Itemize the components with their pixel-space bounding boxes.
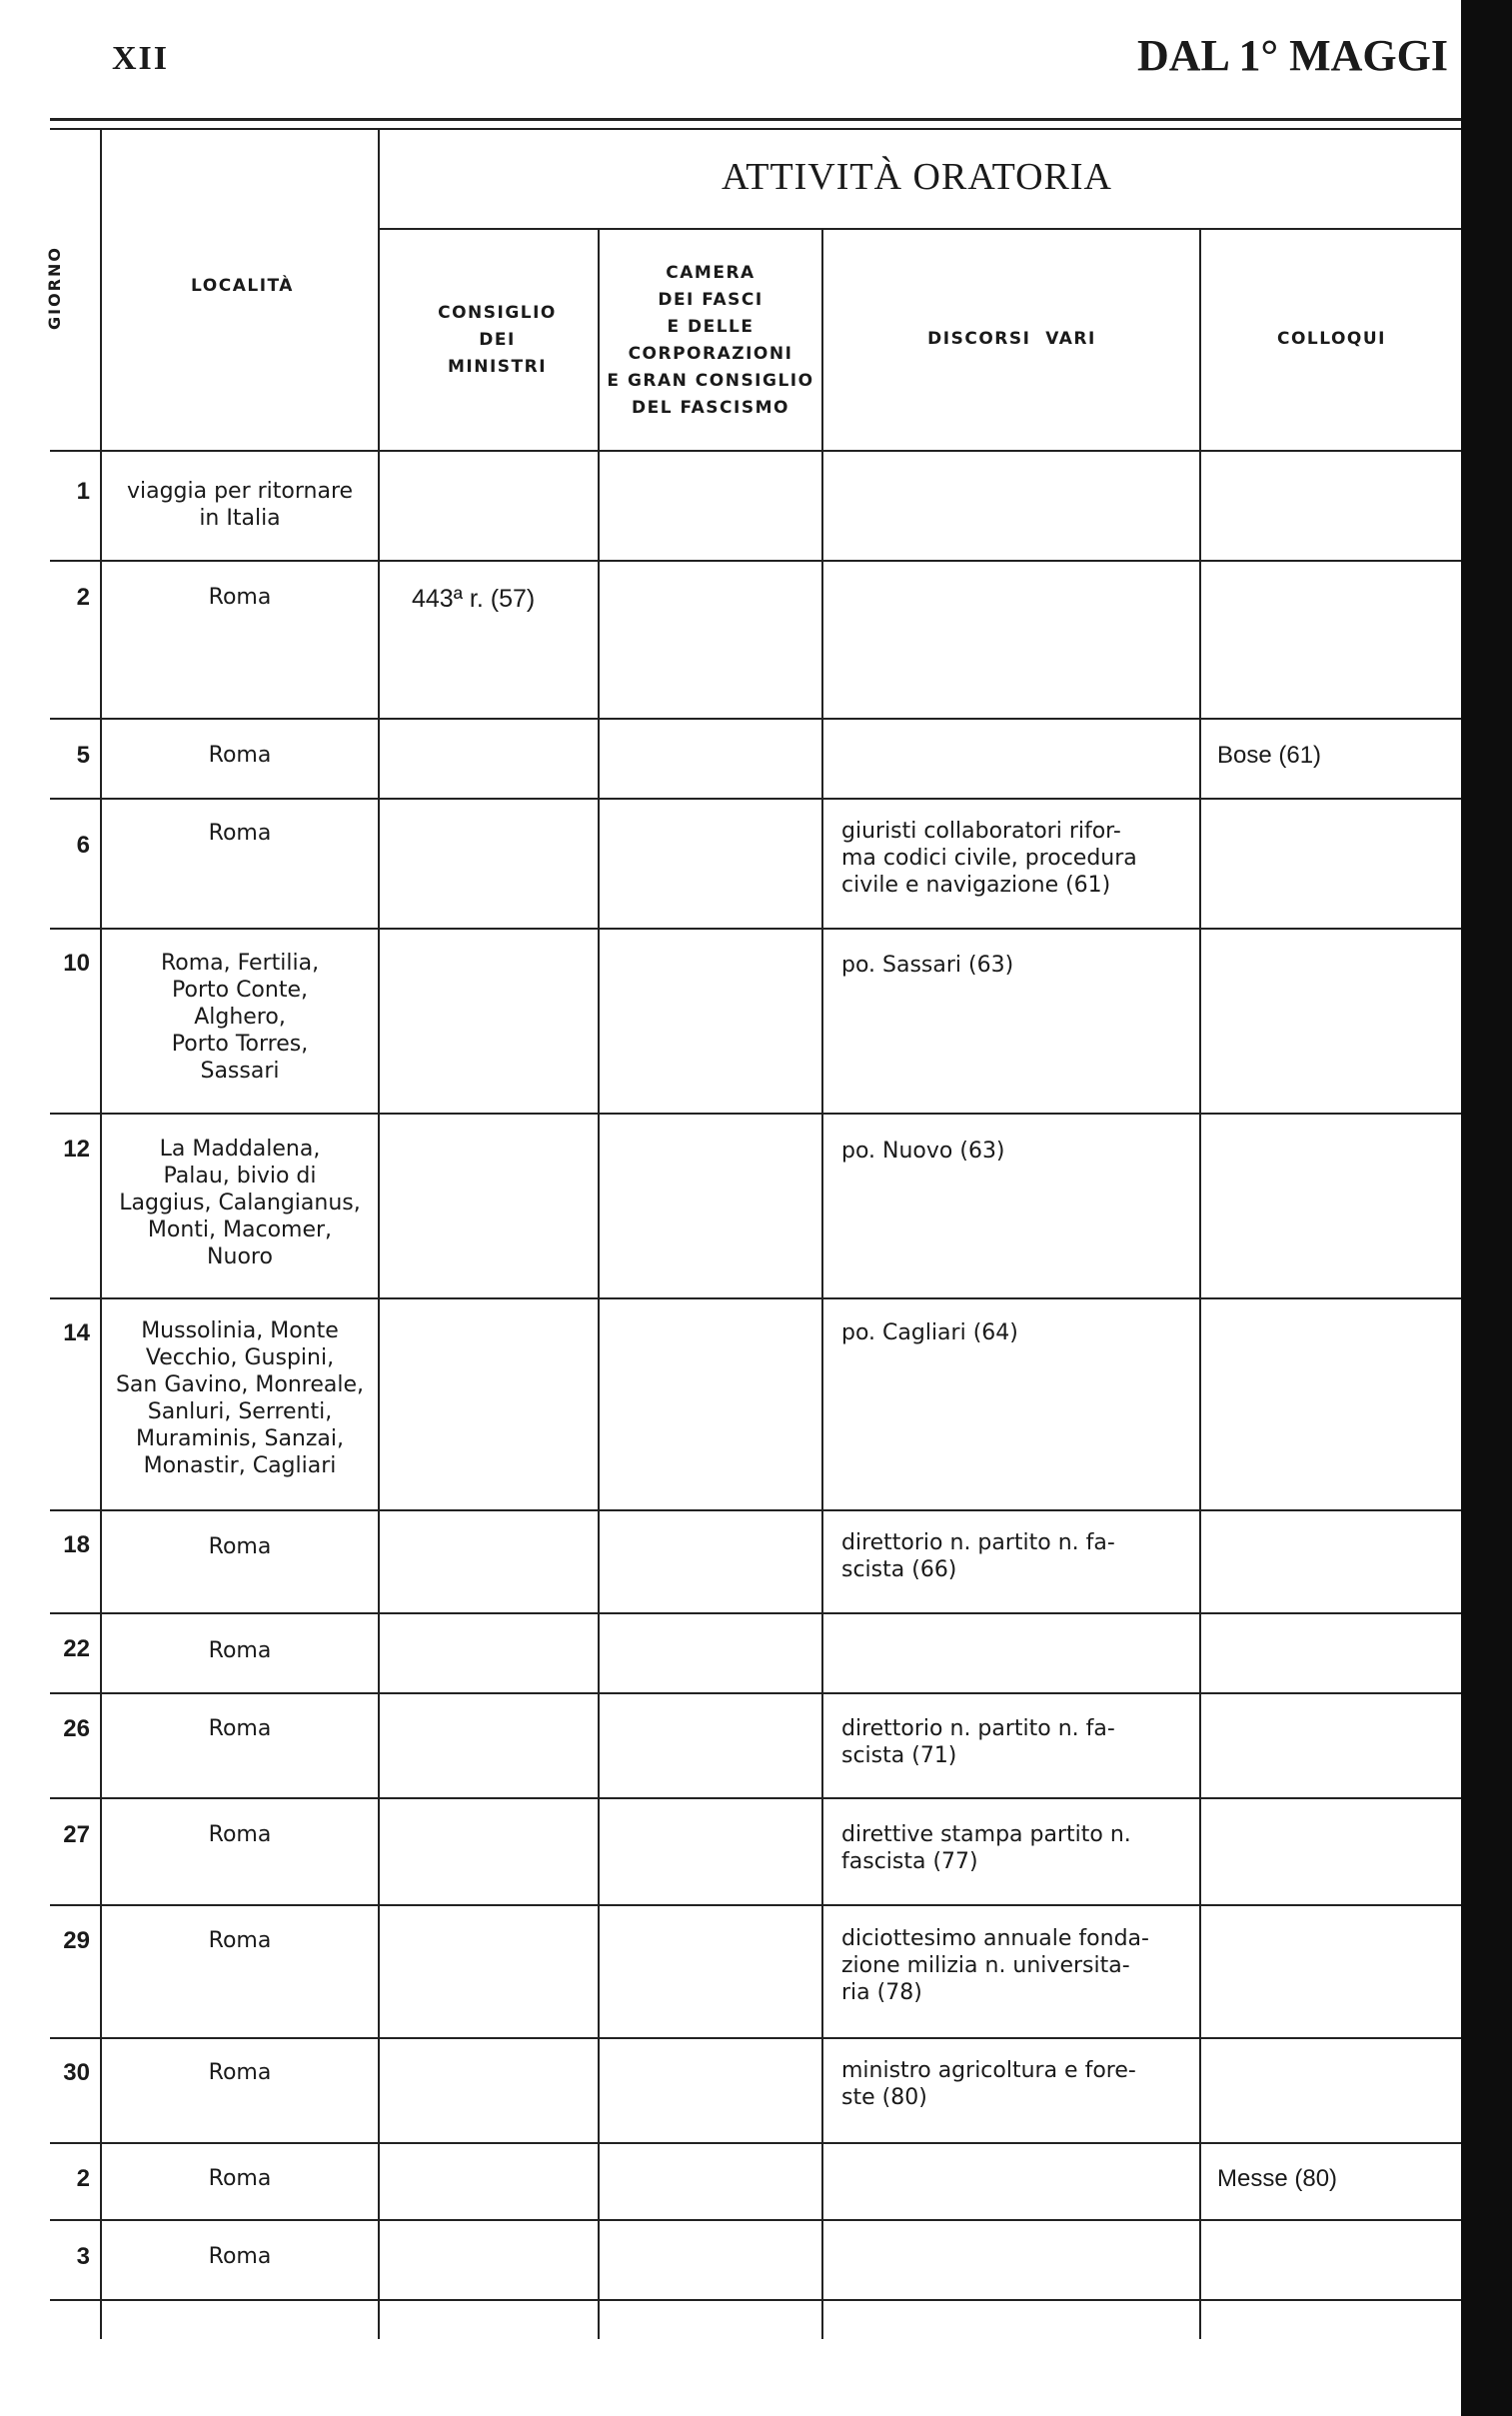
row-rule	[50, 1113, 1461, 1115]
top-rule	[50, 118, 1461, 121]
cell-discorsi: giuristi collaboratori rifor- ma codici civile, procedura civile e navigazione (61)	[841, 819, 1137, 898]
row-rule	[50, 2142, 1461, 2144]
cell-giorno: 2	[76, 584, 90, 611]
col-line-discorsi	[1199, 230, 1201, 2339]
attivita-oratoria-title: ATTIVITÀ ORATORIA	[722, 156, 1112, 198]
cell-giorno: 2	[76, 2165, 90, 2192]
cell-giorno: 14	[63, 1319, 90, 1346]
cell-giorno: 26	[63, 1715, 90, 1742]
cell-localita: Roma	[208, 821, 272, 846]
cell-giorno: 12	[63, 1136, 90, 1163]
cell-localita: Roma	[208, 743, 272, 768]
cell-localita: Roma	[208, 2060, 272, 2085]
cell-giorno: 30	[63, 2059, 90, 2086]
cell-localita: Roma	[208, 1928, 272, 1953]
cell-localita: Roma	[208, 2166, 272, 2191]
row-rule	[50, 718, 1461, 720]
group-header-rule	[378, 228, 1461, 230]
cell-colloqui: Messe (80)	[1217, 2165, 1338, 2192]
cell-giorno: 22	[63, 1635, 90, 1662]
cell-localita: Roma	[208, 585, 272, 610]
row-rule	[50, 928, 1461, 930]
header-camera: CAMERA DEI FASCI E DELLE CORPORAZIONI E GRAN CONSIGLIO DEL FASCISMO	[607, 263, 814, 418]
header-localita: LOCALITÀ	[191, 276, 294, 296]
row-rule	[50, 1297, 1461, 1299]
header-consiglio: CONSIGLIO DEI MINISTRI	[438, 303, 557, 377]
cell-discorsi: direttive stampa partito n. fascista (77)	[841, 1822, 1131, 1874]
cell-localita: viaggia per ritornare in Italia	[126, 479, 354, 531]
row-rule	[50, 1612, 1461, 1614]
cell-discorsi: direttorio n. partito n. fa- scista (66)	[841, 1530, 1115, 1582]
cell-localita: Mussolinia, Monte Vecchio, Guspini, San Gavino, Monreale, Sanluri, Serrenti, Muraminis, Sanzai, Monastir, Cagliari	[115, 1318, 365, 1478]
top-rule-second	[50, 128, 1461, 130]
cell-giorno: 27	[63, 1821, 90, 1848]
cell-giorno: 5	[76, 742, 90, 769]
table-bottom-rule	[50, 2299, 1461, 2301]
cell-localita: La Maddalena, Palau, bivio di Laggius, Calangianus, Monti, Macomer, Nuoro	[119, 1137, 361, 1269]
cell-consiglio: 443ª r. (57)	[412, 585, 536, 613]
cell-discorsi: direttorio n. partito n. fa- scista (71)	[841, 1716, 1115, 1768]
cell-localita: Roma	[208, 2244, 272, 2269]
col-line-consiglio	[598, 230, 600, 2339]
cell-colloqui: Bose (61)	[1217, 742, 1322, 769]
cell-giorno: 18	[63, 1531, 90, 1558]
header-discorsi: DISCORSI VARI	[927, 329, 1096, 349]
cell-localita: Roma	[208, 1638, 272, 1663]
cell-giorno: 29	[63, 1927, 90, 1954]
row-rule	[50, 1509, 1461, 1511]
header-bottom-rule	[50, 450, 1461, 452]
cell-giorno: 10	[63, 950, 90, 977]
cell-discorsi: po. Cagliari (64)	[841, 1320, 1018, 1345]
page-number: XII	[112, 40, 170, 77]
cell-discorsi: po. Sassari (63)	[841, 953, 1014, 978]
binding-spine	[1461, 0, 1512, 2416]
col-line-localita	[378, 130, 380, 2339]
row-rule	[50, 1797, 1461, 1799]
header-colloqui: COLLOQUI	[1276, 329, 1387, 349]
cell-discorsi: po. Nuovo (63)	[841, 1139, 1005, 1164]
cell-giorno: 3	[76, 2243, 90, 2270]
row-rule	[50, 1692, 1461, 1694]
row-rule	[50, 2219, 1461, 2221]
running-head: DAL 1° MAGGI	[1137, 31, 1448, 80]
row-rule	[50, 798, 1461, 800]
col-line-giorno	[100, 130, 102, 2339]
cell-giorno: 1	[76, 478, 90, 505]
row-rule	[50, 560, 1461, 562]
cell-localita: Roma	[208, 1534, 272, 1559]
row-rule	[50, 2037, 1461, 2039]
cell-discorsi: ministro agricoltura e fore- ste (80)	[841, 2058, 1136, 2110]
cell-localita: Roma, Fertilia, Porto Conte, Alghero, Porto Torres, Sassari	[160, 951, 320, 1084]
col-line-camera	[821, 230, 823, 2339]
cell-discorsi: diciottesimo annuale fonda- zione milizia n. universita- ria (78)	[841, 1926, 1149, 2005]
cell-giorno: 6	[76, 832, 90, 859]
cell-localita: Roma	[208, 1822, 272, 1847]
cell-localita: Roma	[208, 1716, 272, 1741]
row-rule	[50, 1904, 1461, 1906]
